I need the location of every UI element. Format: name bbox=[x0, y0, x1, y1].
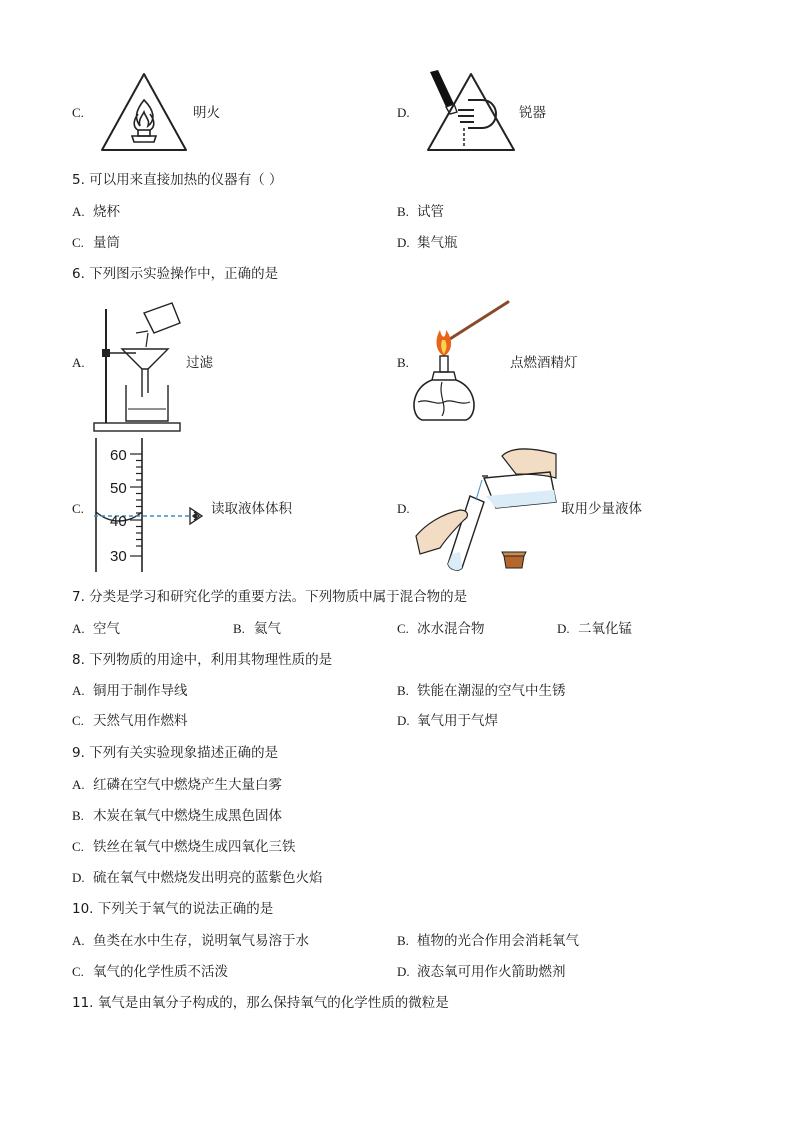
q9-option-d-text: 硫在氧气中燃烧发出明亮的蓝紫色火焰 bbox=[93, 870, 323, 886]
q8-stem: 8. 下列物质的用途中，利用其物理性质的是 bbox=[72, 652, 333, 668]
q8-option-a-letter: A. bbox=[72, 683, 85, 698]
q10-option-d-letter: D. bbox=[397, 964, 410, 979]
q7-option-b-text: 氦气 bbox=[254, 621, 281, 637]
q7-option-d-text: 二氧化锰 bbox=[578, 621, 632, 637]
q9-option-d-letter: D. bbox=[72, 870, 85, 885]
q10-option-b-letter: B. bbox=[397, 933, 409, 948]
q10-option-a-letter: A. bbox=[72, 933, 85, 948]
cylinder-scale-60: 60 bbox=[110, 447, 127, 464]
q8-option-c-letter: C. bbox=[72, 713, 84, 728]
cylinder-scale-40: 40 bbox=[110, 513, 127, 530]
q9-stem: 9. 下列有关实验现象描述正确的是 bbox=[72, 745, 279, 761]
q4-option-d-caption: 锐器 bbox=[519, 105, 546, 121]
q4-option-d-letter: D. bbox=[397, 105, 410, 120]
filtration-apparatus-diagram bbox=[92, 293, 184, 435]
q10-option-b-text: 植物的光合作用会消耗氧气 bbox=[417, 933, 579, 949]
q5-option-a-text: 烧杯 bbox=[93, 204, 120, 220]
q7-option-b-letter: B. bbox=[233, 621, 245, 636]
q6-option-c-letter: C. bbox=[72, 501, 84, 516]
q7-option-d-letter: D. bbox=[557, 621, 570, 636]
cylinder-scale-50: 50 bbox=[110, 480, 127, 497]
q8-option-d-text: 氧气用于气焊 bbox=[417, 713, 498, 729]
q9-option-b-letter: B. bbox=[72, 808, 84, 823]
q8-option-c-text: 天然气用作燃料 bbox=[93, 713, 188, 729]
q5-option-b-text: 试管 bbox=[417, 204, 444, 220]
sharp-object-warning-icon bbox=[424, 70, 518, 154]
q4-option-c-caption: 明火 bbox=[193, 105, 220, 121]
q9-option-c-text: 铁丝在氧气中燃烧生成四氧化三铁 bbox=[93, 839, 296, 855]
q8-option-b-text: 铁能在潮湿的空气中生锈 bbox=[417, 683, 566, 699]
q8-option-d-letter: D. bbox=[397, 713, 410, 728]
q7-stem: 7. 分类是学习和研究化学的重要方法。下列物质中属于混合物的是 bbox=[72, 589, 468, 605]
q9-option-b-text: 木炭在氧气中燃烧生成黑色固体 bbox=[93, 808, 282, 824]
q5-option-a-letter: A. bbox=[72, 204, 85, 219]
q7-option-c-text: 冰水混合物 bbox=[417, 621, 485, 637]
q9-option-c-letter: C. bbox=[72, 839, 84, 854]
q6-option-b-caption: 点燃酒精灯 bbox=[510, 355, 578, 371]
q5-option-c-letter: C. bbox=[72, 235, 84, 250]
q10-option-c-text: 氧气的化学性质不活泼 bbox=[93, 964, 228, 980]
pouring-liquid-diagram bbox=[416, 444, 562, 572]
q11-stem: 11. 氧气是由氧分子构成的，那么保持氧气的化学性质的微粒是 bbox=[72, 995, 449, 1011]
q5-option-d-text: 集气瓶 bbox=[417, 235, 458, 251]
q6-option-b-letter: B. bbox=[397, 355, 409, 370]
q6-option-a-letter: A. bbox=[72, 355, 85, 370]
q6-stem: 6. 下列图示实验操作中，正确的是 bbox=[72, 266, 279, 282]
q9-option-a-letter: A. bbox=[72, 777, 85, 792]
q10-option-c-letter: C. bbox=[72, 964, 84, 979]
graduated-cylinder-reading-diagram bbox=[90, 438, 210, 572]
q10-option-d-text: 液态氧可用作火箭助燃剂 bbox=[417, 964, 566, 980]
q6-option-d-caption: 取用少量液体 bbox=[561, 501, 642, 517]
q10-option-a-text: 鱼类在水中生存，说明氧气易溶于水 bbox=[93, 933, 309, 949]
open-flame-warning-icon bbox=[98, 70, 190, 154]
q8-option-a-text: 铜用于制作导线 bbox=[93, 683, 188, 699]
q6-option-d-letter: D. bbox=[397, 501, 410, 516]
q6-option-a-caption: 过滤 bbox=[186, 355, 213, 371]
q5-option-b-letter: B. bbox=[397, 204, 409, 219]
q7-option-c-letter: C. bbox=[397, 621, 409, 636]
q6-option-c-caption: 读取液体体积 bbox=[211, 501, 292, 517]
q7-option-a-letter: A. bbox=[72, 621, 85, 636]
q9-option-a-text: 红磷在空气中燃烧产生大量白雾 bbox=[93, 777, 282, 793]
q4-option-c-letter: C. bbox=[72, 105, 84, 120]
alcohol-lamp-lighting-diagram bbox=[412, 300, 512, 426]
q5-option-c-text: 量筒 bbox=[93, 235, 120, 251]
q10-stem: 10. 下列关于氧气的说法正确的是 bbox=[72, 901, 274, 917]
q7-option-a-text: 空气 bbox=[93, 621, 120, 637]
q5-stem: 5. 可以用来直接加热的仪器有（ ） bbox=[72, 172, 283, 188]
q8-option-b-letter: B. bbox=[397, 683, 409, 698]
cylinder-scale-30: 30 bbox=[110, 548, 127, 565]
q5-option-d-letter: D. bbox=[397, 235, 410, 250]
